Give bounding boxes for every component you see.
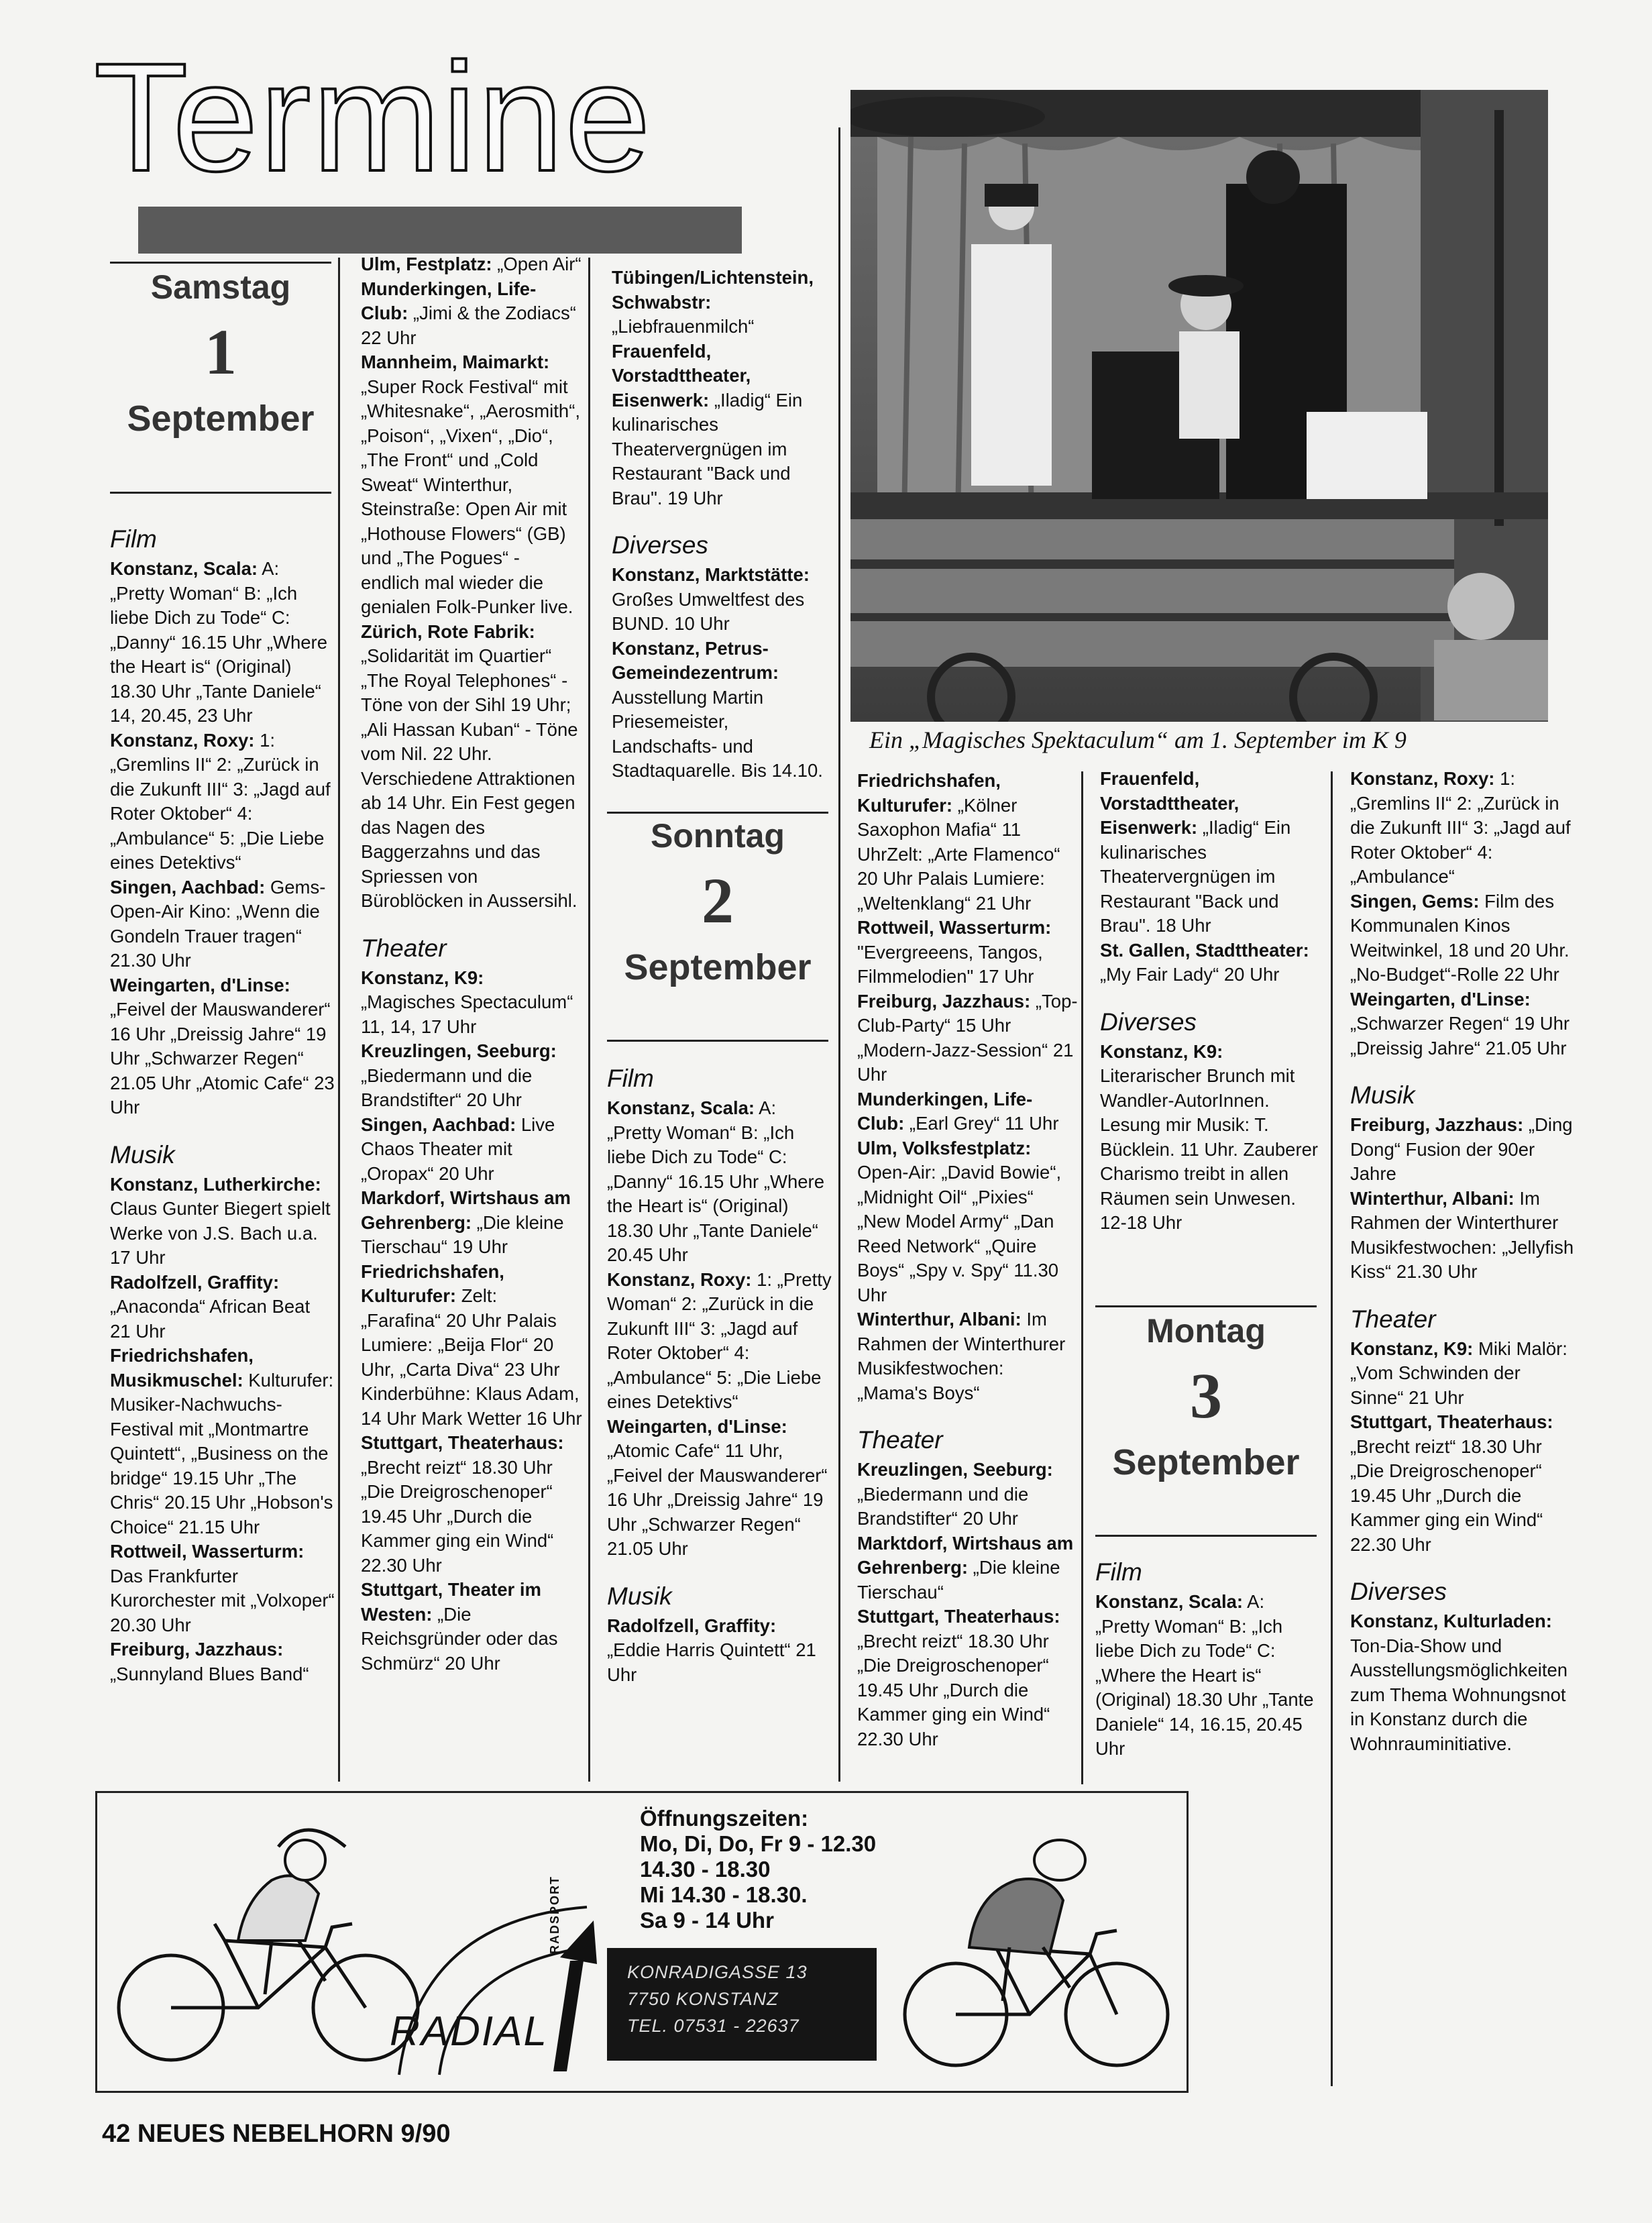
section-heading: Theater <box>857 1426 943 1454</box>
event-details: „Schwarzer Regen“ 19 Uhr „Dreissig Jahre“ 21.05 Uhr <box>1350 1013 1570 1059</box>
event-details: Kulturufer: Musiker-Nachwuchs-Festival mit „Montmartre Quintett“, „Business on the bridge“ 19.15 Uhr „The Chris“ 20.15 Uhr „Hobson's Choice“ 21.15 Uhr <box>110 1369 334 1537</box>
venue-name: Konstanz, Lutherkirche: <box>110 1173 321 1195</box>
hours-line: Öffnungszeiten: <box>640 1806 809 1831</box>
event-details: Zelt: „Farafina“ 20 Uhr Palais Lumiere: „Beija Flor“ 20 Uhr, „Carta Diva“ 23 Uhr Kinderbühne: Klaus Adam, 14 Uhr Mark Wetter 16 Uhr <box>361 1285 582 1429</box>
event-entry <box>361 620 582 914</box>
event-entry <box>110 1173 335 1270</box>
event-details: „Sunnyland Blues Band“ <box>110 1663 309 1684</box>
section-heading: Theater <box>361 934 447 962</box>
day-number: 1 <box>205 316 237 388</box>
listing-column-3-bottom <box>607 1044 832 1687</box>
venue-name: Markdorf, Wirtshaus am Gehrenberg: <box>361 1187 571 1233</box>
venue-name: Konstanz, K9: <box>361 967 484 988</box>
title-bar <box>138 207 742 254</box>
event-entry <box>1350 1410 1577 1557</box>
event-details: Gems-Open-Air Kino: „Wenn die Gondeln Trauer tragen“ 21.30 Uhr <box>110 876 326 971</box>
photo-caption: Ein „Magisches Spektaculum“ am 1. September im K 9 <box>869 726 1407 753</box>
event-entry <box>1100 938 1325 987</box>
hours-line: 14.30 - 18.30 <box>640 1857 771 1882</box>
section-heading: Diverses <box>612 531 708 559</box>
venue-name: Kreuzlingen, Seeburg: <box>361 1040 557 1061</box>
event-details: „Brecht reizt“ 18.30 Uhr „Die Dreigroschenoper“ 19.45 Uhr „Durch die Kammer ging ein Wind“ 22.30 Uhr <box>1350 1435 1543 1555</box>
venue-name: Singen, Gems: <box>1350 890 1480 912</box>
venue-name: Weingarten, d'Linse: <box>110 974 290 995</box>
radial-wordmark: RADIAL <box>390 2008 548 2055</box>
section-heading: Musik <box>1350 1081 1415 1109</box>
event-entry <box>607 1268 832 1415</box>
event-details: Das Frankfurter Kurorchester mit „Volxoper“ 20.30 Uhr <box>110 1565 335 1635</box>
event-details: A: „Pretty Woman“ B: „Ich liebe Dich zu Tode“ C: „Danny“ 16.15 Uhr „Where the Heart is“ (Original) 18.30 Uhr „Tante Daniele“ 14, 20.45, 23 Uhr <box>110 558 328 726</box>
event-entry <box>1095 1590 1321 1761</box>
venue-name: Ulm, Festplatz: <box>361 254 492 274</box>
event-entry <box>612 266 833 339</box>
venue-name: Konstanz, K9: <box>1100 1040 1223 1062</box>
event-details: „Biedermann und die Brandstifter“ 20 Uhr <box>361 1065 533 1110</box>
event-entry <box>857 1605 1079 1751</box>
venue-name: Winterthur, Albani: <box>1350 1187 1515 1209</box>
event-details: „Ding Dong“ Fusion der 90er Jahre <box>1350 1114 1573 1184</box>
listing-column-6 <box>1350 767 1577 1756</box>
day-number: 2 <box>702 865 734 936</box>
event-details: Claus Gunter Biegert spielt Werke von J.S. Bach u.a. 17 Uhr <box>110 1198 331 1268</box>
venue-name: Freiburg, Jazzhaus: <box>110 1639 284 1660</box>
event-entry <box>857 916 1079 989</box>
venue-name: Marktdorf, Wirtshaus am Gehrenberg: <box>857 1532 1074 1578</box>
event-entry <box>612 563 833 637</box>
venue-name: Stuttgart, Theaterhaus: <box>1350 1411 1553 1432</box>
event-details: „Solidarität im Quartier“ „The Royal Telephones“ - Töne von der Sihl 19 Uhr; „Ali Hassan Kuban“ - Töne vom Nil. 22 Uhr. Verschiedene Attraktionen ab 14 Uhr. Ein Fest gegen das Nagen des Baggerzahns und das Spriessen von Büroblöcken in Aussersihl. <box>361 645 578 911</box>
venue-name: Friedrichshafen, Musikmuschel: <box>110 1345 254 1391</box>
section-heading: Film <box>110 525 157 553</box>
event-entry <box>607 1096 832 1268</box>
event-entry <box>612 637 833 783</box>
month-name: September <box>127 398 315 439</box>
venue-name: Freiburg, Jazzhaus: <box>1350 1114 1524 1135</box>
event-entry <box>1350 889 1577 987</box>
address-line: 7750 KONSTANZ <box>627 1989 779 2009</box>
event-entry <box>1350 1337 1577 1411</box>
venue-name: Stuttgart, Theaterhaus: <box>361 1432 564 1453</box>
section-heading: Film <box>1095 1558 1142 1586</box>
event-entry <box>857 1458 1079 1531</box>
venue-name: Zürich, Rote Fabrik: <box>361 620 535 642</box>
event-details: Live Chaos Theater mit „Oropax“ 20 Uhr <box>361 1114 555 1184</box>
venue-name: Radolfzell, Graffity: <box>110 1271 280 1293</box>
event-details: Großes Umweltfest des BUND. 10 Uhr <box>612 588 805 634</box>
venue-name: Kreuzlingen, Seeburg: <box>857 1459 1053 1480</box>
event-details: „Die kleine Tierschau“ <box>857 1557 1060 1603</box>
event-details: „Super Rock Festival“ mit „Whitesnake“, „Aerosmith“, „Poison“, „Vixen“, „Dio“, „The Front“ und „Cold Sweat“ Winterthur, Steinstraße: Open Air mit „Hothouse Flowers“ (GB) und „The Pogues“ - endlich mal wieder die genialen Folk-Punker live. <box>361 376 581 617</box>
event-details: Ausstellung Martin Priesemeister, Landschafts- und Stadtaquarelle. Bis 14.10. <box>612 686 823 781</box>
event-entry <box>607 1415 832 1562</box>
event-entry <box>361 1186 582 1260</box>
event-entry <box>857 989 1079 1087</box>
day-rule <box>110 262 331 264</box>
event-details: Im Rahmen der Winterthurer Musikfestwochen: „Jellyfish Kiss“ 21.30 Uhr <box>1350 1187 1574 1282</box>
event-details: 1: „Pretty Woman“ 2: „Zurück in die Zukunft III“ 3: „Jagd auf Roter Oktober“ 4: „Ambulance“ 5: „Die Liebe eines Detektivs“ <box>607 1268 832 1412</box>
event-entry <box>361 252 582 277</box>
event-details: 1: „Gremlins II“ 2: „Zurück in die Zukunft III“ 3: „Jagd auf Roter Oktober“ 4: „Ambulance“ 5: „Die Liebe eines Detektivs“ <box>110 729 331 873</box>
event-details: „Brecht reizt“ 18.30 Uhr „Die Dreigroschenoper“ 19.45 Uhr „Durch die Kammer ging ein Wind“ 22.30 Uhr <box>361 1456 554 1576</box>
venue-name: Freiburg, Jazzhaus: <box>857 990 1031 1012</box>
column-divider <box>338 258 340 1782</box>
event-details: Open-Air: „David Bowie“, „Midnight Oil“ „Pixies“ „New Model Army“ „Dan Reed Network“ „Quire Boys“ „Spy v. Spy“ 11.30 Uhr <box>857 1162 1062 1305</box>
event-entry <box>110 1637 335 1686</box>
listing-column-3-top <box>612 266 833 783</box>
event-entry <box>1350 1609 1577 1756</box>
venue-name: Konstanz, Roxy: <box>607 1268 752 1290</box>
event-entry <box>857 1087 1079 1136</box>
venue-name: Mannheim, Maimarkt: <box>361 351 550 372</box>
day-rule <box>607 1040 828 1042</box>
event-details: „Brecht reizt“ 18.30 Uhr „Die Dreigroschenoper“ 19.45 Uhr „Durch die Kammer ging ein Wind“ 22.30 Uhr <box>857 1630 1050 1749</box>
day-name: Sonntag <box>651 817 785 855</box>
venue-name: Frauenfeld, Vorstadttheater, Eisenwerk: <box>1100 768 1240 838</box>
venue-name: Friedrichshafen, Kulturufer: <box>857 770 1001 816</box>
venue-name: Konstanz, Kulturladen: <box>1350 1611 1552 1631</box>
event-entry <box>110 728 335 875</box>
venue-name: Konstanz, Marktstätte: <box>612 564 810 585</box>
event-details: „Magisches Spectaculum“ 11, 14, 17 Uhr <box>361 991 573 1037</box>
event-details: „Iladig“ Ein kulinarisches Theatervergnügen im Restaurant "Back und Brau". 18 Uhr <box>1100 817 1291 936</box>
event-entry <box>110 1270 335 1344</box>
event-details: „Earl Grey“ 11 Uhr <box>904 1113 1059 1134</box>
event-entry <box>1350 1187 1577 1285</box>
event-entry <box>857 1307 1079 1405</box>
venue-name: Friedrichshafen, Kulturufer: <box>361 1260 504 1306</box>
event-entry <box>110 557 335 728</box>
venue-name: Munderkingen, Life-Club: <box>361 278 537 323</box>
event-details: „Anaconda“ African Beat 21 Uhr <box>110 1296 311 1342</box>
shop-address-box <box>607 1948 877 2061</box>
event-details: „Feivel der Mauswanderer“ 16 Uhr „Dreissig Jahre“ 19 Uhr „Schwarzer Regen“ 21.05 Uhr „Atomic Cafe“ 23 Uhr <box>110 999 335 1118</box>
section-heading: Diverses <box>1100 1008 1197 1036</box>
day-heading-saturday <box>110 267 331 440</box>
section-heading: Film <box>607 1065 654 1092</box>
venue-name: Ulm, Volksfestplatz: <box>857 1137 1032 1158</box>
event-entry <box>607 1614 832 1688</box>
venue-name: Munderkingen, Life-Club: <box>857 1088 1033 1134</box>
listing-column-5-bottom <box>1095 1537 1321 1761</box>
event-details: „Iladig“ Ein kulinarisches Theatervergnügen im Restaurant "Back und Brau". 19 Uhr <box>612 389 803 508</box>
address-line: TEL. 07531 - 22637 <box>627 2016 800 2036</box>
event-details: „Atomic Cafe“ 11 Uhr, „Feivel der Mauswanderer“ 16 Uhr „Dreissig Jahre“ 19 Uhr „Schwarzer Regen“ 21.05 Uhr <box>607 1440 828 1559</box>
month-name: September <box>1112 1442 1300 1482</box>
venue-name: Singen, Aachbad: <box>110 876 266 898</box>
section-heading: Musik <box>607 1582 672 1610</box>
day-rule <box>1095 1305 1317 1307</box>
day-number: 3 <box>1190 1360 1222 1431</box>
venue-name: Konstanz, Scala: <box>110 558 258 579</box>
venue-name: Konstanz, Roxy: <box>1350 768 1495 789</box>
hours-line: Sa 9 - 14 Uhr <box>640 1908 774 1933</box>
event-entry <box>1100 1040 1325 1236</box>
day-rule <box>110 492 331 494</box>
event-entry <box>361 1578 582 1676</box>
event-details: „Liebfrauenmilch“ <box>612 316 755 337</box>
event-details: „Die kleine Tierschau“ 19 Uhr <box>361 1211 564 1257</box>
event-details: „Kölner Saxophon Mafia“ 11 UhrZelt: „Arte Flamenco“ 20 Uhr Palais Lumiere: „Weltenklang“ 21 Uhr <box>857 794 1060 914</box>
event-entry <box>361 966 582 1040</box>
event-entry <box>361 1113 582 1187</box>
section-heading: Theater <box>1350 1305 1436 1333</box>
event-entry <box>1350 1113 1577 1187</box>
hours-line: Mi 14.30 - 18.30. <box>640 1882 808 1907</box>
event-entry <box>1350 987 1577 1061</box>
event-entry <box>612 339 833 511</box>
event-entry <box>361 277 582 351</box>
event-entry <box>361 1431 582 1578</box>
event-details: A: „Pretty Woman“ B: „Ich liebe Dich zu Tode“ C: „Danny“ 16.15 Uhr „Where the Heart is“ (Original) 18.30 Uhr „Tante Daniele“ 20.45 Uhr <box>607 1097 825 1265</box>
event-details: „Eddie Harris Quintett“ 21 Uhr <box>607 1639 816 1685</box>
day-name: Samstag <box>150 268 291 306</box>
column-divider <box>1331 771 1333 2086</box>
event-entry <box>110 1539 335 1637</box>
listing-column-1 <box>110 504 335 1686</box>
day-rule <box>607 812 828 814</box>
listing-column-2 <box>361 252 582 1676</box>
venue-name: Weingarten, d'Linse: <box>607 1415 787 1437</box>
event-details: Film des Kommunalen Kinos Weitwinkel, 18 und 20 Uhr. „No-Budget“-Rolle 22 Uhr <box>1350 890 1570 985</box>
event-details: „My Fair Lady“ 20 Uhr <box>1100 964 1280 985</box>
event-details: Ton-Dia-Show und Ausstellungsmöglichkeiten zum Thema Wohnungsnot in Konstanz durch die Wohnrauminitiative. <box>1350 1635 1568 1754</box>
event-details: Miki Malör: „Vom Schwinden der Sinne“ 21 Uhr <box>1350 1338 1567 1408</box>
venue-name: Rottweil, Wasserturm: <box>857 917 1052 938</box>
event-entry <box>1100 767 1325 938</box>
event-entry <box>857 769 1079 916</box>
event-entry <box>110 973 335 1120</box>
section-heading: Musik <box>110 1140 175 1169</box>
page-footer: 42 NEUES NEBELHORN 9/90 <box>102 2120 451 2148</box>
event-entry <box>857 1136 1079 1308</box>
event-entry <box>110 1344 335 1539</box>
listing-column-5-top <box>1100 767 1325 1236</box>
event-entry <box>1350 767 1577 889</box>
column-divider <box>588 258 590 1782</box>
column-divider <box>1081 771 1083 1784</box>
venue-name: Singen, Aachbad: <box>361 1114 516 1135</box>
venue-name: Rottweil, Wasserturm: <box>110 1541 305 1562</box>
venue-name: Frauenfeld, Vorstadttheater, Eisenwerk: <box>612 340 751 411</box>
event-details: „Top-Club-Party“ 15 Uhr „Modern-Jazz-Session“ 21 Uhr <box>857 990 1078 1085</box>
day-name: Montag <box>1146 1312 1266 1350</box>
event-details: Im Rahmen der Winterthurer Musikfestwochen: „Mama's Boys“ <box>857 1309 1066 1403</box>
venue-name: St. Gallen, Stadttheater: <box>1100 939 1309 961</box>
event-details: 1: „Gremlins II“ 2: „Zurück in die Zukunft III“ 3: „Jagd auf Roter Oktober“ 4: „Ambulance“ <box>1350 768 1571 887</box>
event-entry <box>857 1531 1079 1605</box>
venue-name: Konstanz, Petrus-Gemeindezentrum: <box>612 637 779 683</box>
venue-name: Stuttgart, Theater im Westen: <box>361 1579 541 1625</box>
venue-name: Konstanz, Scala: <box>1095 1591 1244 1612</box>
venue-name: Konstanz, Scala: <box>607 1097 755 1118</box>
cyclist-illustration-right <box>895 1820 1177 2075</box>
listing-column-4 <box>857 769 1079 1751</box>
section-heading: Diverses <box>1350 1578 1447 1605</box>
day-heading-sunday <box>607 816 828 989</box>
day-rule <box>1095 1535 1317 1537</box>
month-name: September <box>624 947 812 987</box>
page-title: Termine <box>94 31 653 203</box>
venue-name: Stuttgart, Theaterhaus: <box>857 1606 1060 1627</box>
event-photo <box>850 90 1548 722</box>
address-line: KONRADIGASSE 13 <box>627 1962 808 1982</box>
event-details: „Jimi & the Zodiacs“ 22 Uhr <box>361 303 576 348</box>
venue-name: Winterthur, Albani: <box>857 1309 1022 1330</box>
event-details: A: „Pretty Woman“ B: „Ich liebe Dich zu Tode“ C: „Where the Heart is“ (Original) 18.30 Uhr „Tante Daniele“ 14, 16.15, 20.45 Uhr <box>1095 1591 1314 1759</box>
venue-name: Konstanz, Roxy: <box>110 729 255 751</box>
venue-name: Tübingen/Lichtenstein, Schwabstr: <box>612 267 814 313</box>
event-entry <box>361 350 582 620</box>
event-details: "Evergreeens, Tangos, Filmmelodien" 17 Uhr <box>857 941 1043 987</box>
radsport-label: RADSPORT <box>548 1875 561 1954</box>
event-entry <box>361 1260 582 1431</box>
venue-name: Weingarten, d'Linse: <box>1350 988 1531 1010</box>
event-details: „Open Air“ <box>492 254 582 274</box>
column-divider <box>838 127 840 1782</box>
event-entry <box>110 875 335 973</box>
hours-line: Mo, Di, Do, Fr 9 - 12.30 <box>640 1831 877 1856</box>
venue-name: Konstanz, K9: <box>1350 1338 1474 1359</box>
event-details: Literarischer Brunch mit Wandler-AutorInnen. Lesung mir Musik: T. Bücklein. 11 Uhr. Zauberer Charismo treibt in allen Räumen sein Unwesen. 12-18 Uhr <box>1100 1065 1319 1233</box>
venue-name: Radolfzell, Graffity: <box>607 1615 777 1636</box>
day-heading-monday <box>1095 1311 1317 1484</box>
event-entry <box>361 1039 582 1113</box>
event-details: „Die Reichsgründer oder das Schmürz“ 20 Uhr <box>361 1603 558 1674</box>
event-details: „Biedermann und die Brandstifter“ 20 Uhr <box>857 1483 1029 1529</box>
opening-hours <box>640 1806 876 1933</box>
